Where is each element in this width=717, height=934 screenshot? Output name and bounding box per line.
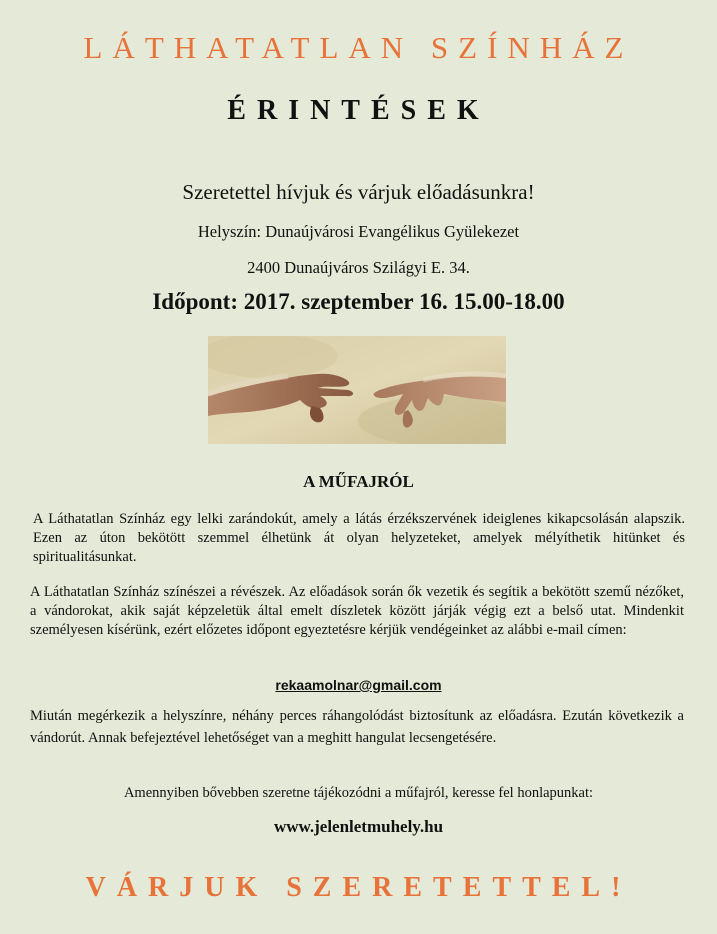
address-line: 2400 Dunaújváros Szilágyi E. 34. (247, 258, 470, 277)
hands-image (208, 336, 506, 444)
closing-line: VÁRJUK SZERETETTEL! (85, 872, 632, 903)
event-date: Időpont: 2017. szeptember 16. 15.00-18.00 (152, 289, 565, 314)
more-info-line: Amennyiben bővebben szeretne tájékozódni a műfajról, keresse fel honlapunkat: (123, 785, 594, 801)
event-subtitle: ÉRINTÉSEK (227, 95, 490, 126)
paragraph-arrival: Miután megérkezik a helyszínre, néhány perces ráhangolódást biztosítunk az előadásra. Ezután következik a vándorút. Annak befejeztével lehetőséget van a meghitt hangulat lecsengetésére. (30, 708, 684, 746)
venue-line: Helyszín: Dunaújvárosi Evangélikus Gyülekezet (197, 222, 520, 241)
website-link[interactable]: www.jelenletmuhely.hu (273, 817, 444, 836)
section-heading-genre: A MŰFAJRÓL (303, 472, 414, 491)
contact-email-link[interactable]: rekaamolnar@gmail.com (275, 677, 442, 693)
reaching-hands-illustration (208, 336, 506, 444)
paragraph-actors: A Láthatatlan Színház színészei a révészek. Az előadások során ők vezetik és segítik a bekötött szemű nézőket, a vándorokat, akik saját képzeletük által emelt díszletek között járják végig ezt a belső utat. Mindenkit személyesen kísérünk, ezért előzetes időpont egyeztetésre kérjük vendégeinket az alábbi e-mail címen: (30, 584, 684, 638)
invitation-line: Szeretettel hívjuk és várjuk előadásunkra! (182, 180, 535, 204)
paragraph-intro: A Láthatatlan Színház egy lelki zarándokút, amely a látás érzékszervének ideiglenes kikapcsolásán alapszik. Ezen az úton bekötött szemmel élhetünk át olyan helyzeteket, amelyek mélyíthetik hitünket és spiritualitásunkat. (33, 511, 685, 565)
main-title: LÁTHATATLAN SZÍNHÁZ (83, 30, 634, 65)
